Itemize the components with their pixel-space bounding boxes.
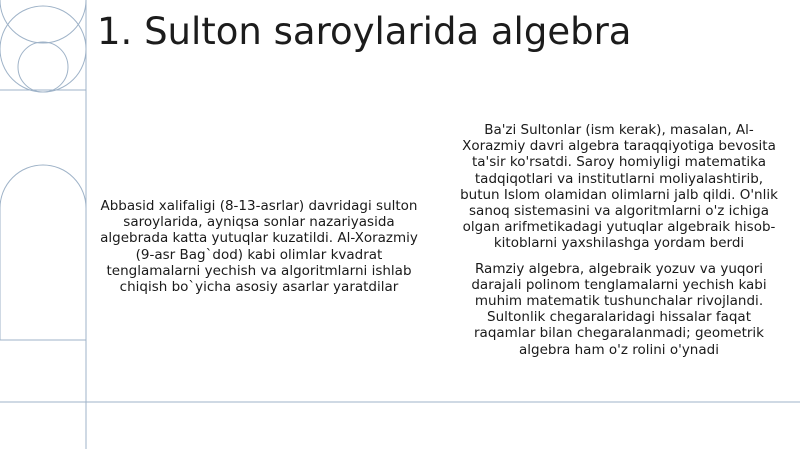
slide-title: 1. Sulton saroylarida algebra xyxy=(97,10,632,53)
left-text-column xyxy=(100,198,418,295)
right-paragraph-1: Ba'zi Sultonlar (ism kerak), masalan, Al-Xorazmiy davri algebra taraqqiyotiga bevosita ta'sir ko'rsatdi. Saroy homiyligi matematika tadqiqotlari va institutlarni moliyalashtirib, butun Islom olamidan olimlarni jalb qildi. O'nlik sanoq sistemasini va algoritmlarni o'z ichiga olgan arifmetikadagi yutuqlar algebraik hisob-kitoblarni yaxshilashga yordam berdi xyxy=(460,122,778,252)
middle-arc xyxy=(0,165,86,208)
right-paragraph-2: Ramziy algebra, algebraik yozuv va yuqori darajali polinom tenglamalarni yechish kabi muhim matematik tushunchalar rivojlandi. Sultonlik chegaralaridagi hissalar faqat raqamlar bilan chegaralanmadi; geometrik algebra ham o'z rolini o'ynadi xyxy=(471,260,767,358)
decorative-circle-large xyxy=(0,6,86,92)
decorative-circle-small xyxy=(18,42,68,92)
left-paragraph: Abbasid xalifaligi (8-13-asrlar) davridagi sulton saroylarida, ayniqsa sonlar nazariyasida algebrada katta yutuqlar kuzatildi. Al-Xorazmiy (9-asr Bag`dod) kabi olimlar kvadrat tenglamalarni yechish va algoritmlarni ishlab chiqish bo`yicha asosiy asarlar yaratdilar xyxy=(100,198,418,296)
right-text-column xyxy=(458,122,780,358)
